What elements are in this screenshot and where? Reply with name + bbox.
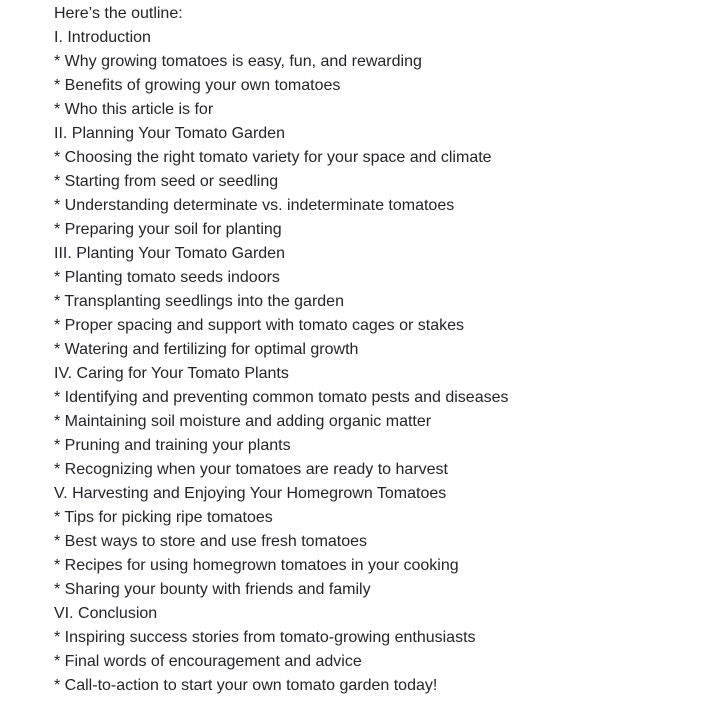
outline-bullet: * Understanding determinate vs. indeterminate tomatoes [54, 197, 455, 214]
outline-bullet: * Preparing your soil for planting [54, 221, 282, 238]
outline-intro: Here’s the outline: [54, 5, 183, 22]
section-heading: II. Planning Your Tomato Garden [54, 125, 285, 142]
outline-bullet: * Why growing tomatoes is easy, fun, and rewarding [54, 53, 422, 70]
outline-bullet: * Identifying and preventing common tomato pests and diseases [54, 389, 509, 406]
outline-bullet: * Choosing the right tomato variety for your space and climate [54, 149, 492, 166]
outline-bullet: * Inspiring success stories from tomato-growing enthusiasts [54, 629, 476, 646]
section-heading: V. Harvesting and Enjoying Your Homegrown Tomatoes [54, 485, 447, 502]
outline-bullet: * Who this article is for [54, 101, 214, 118]
section-heading: IV. Caring for Your Tomato Plants [54, 365, 289, 382]
outline-bullet: * Pruning and training your plants [54, 437, 291, 454]
outline-bullet: * Final words of encouragement and advice [54, 653, 362, 670]
outline-bullet: * Recognizing when your tomatoes are ready to harvest [54, 461, 448, 478]
outline-bullet: * Call-to-action to start your own tomato garden today! [54, 677, 438, 694]
outline-bullet: * Sharing your bounty with friends and family [54, 581, 371, 598]
outline-text [54, 2, 694, 698]
section-heading: VI. Conclusion [54, 605, 158, 622]
outline-bullet: * Recipes for using homegrown tomatoes in your cooking [54, 557, 459, 574]
outline-bullet: * Proper spacing and support with tomato cages or stakes [54, 317, 464, 334]
outline-bullet: * Starting from seed or seedling [54, 173, 279, 190]
outline-bullet: * Transplanting seedlings into the garden [54, 293, 344, 310]
section-heading: I. Introduction [54, 29, 151, 46]
section-heading: III. Planting Your Tomato Garden [54, 245, 285, 262]
outline-bullet: * Planting tomato seeds indoors [54, 269, 280, 286]
outline-bullet: * Benefits of growing your own tomatoes [54, 77, 341, 94]
outline-bullet: * Maintaining soil moisture and adding organic matter [54, 413, 432, 430]
outline-bullet: * Watering and fertilizing for optimal growth [54, 341, 359, 358]
outline-bullet: * Best ways to store and use fresh tomatoes [54, 533, 368, 550]
outline-bullet: * Tips for picking ripe tomatoes [54, 509, 273, 526]
